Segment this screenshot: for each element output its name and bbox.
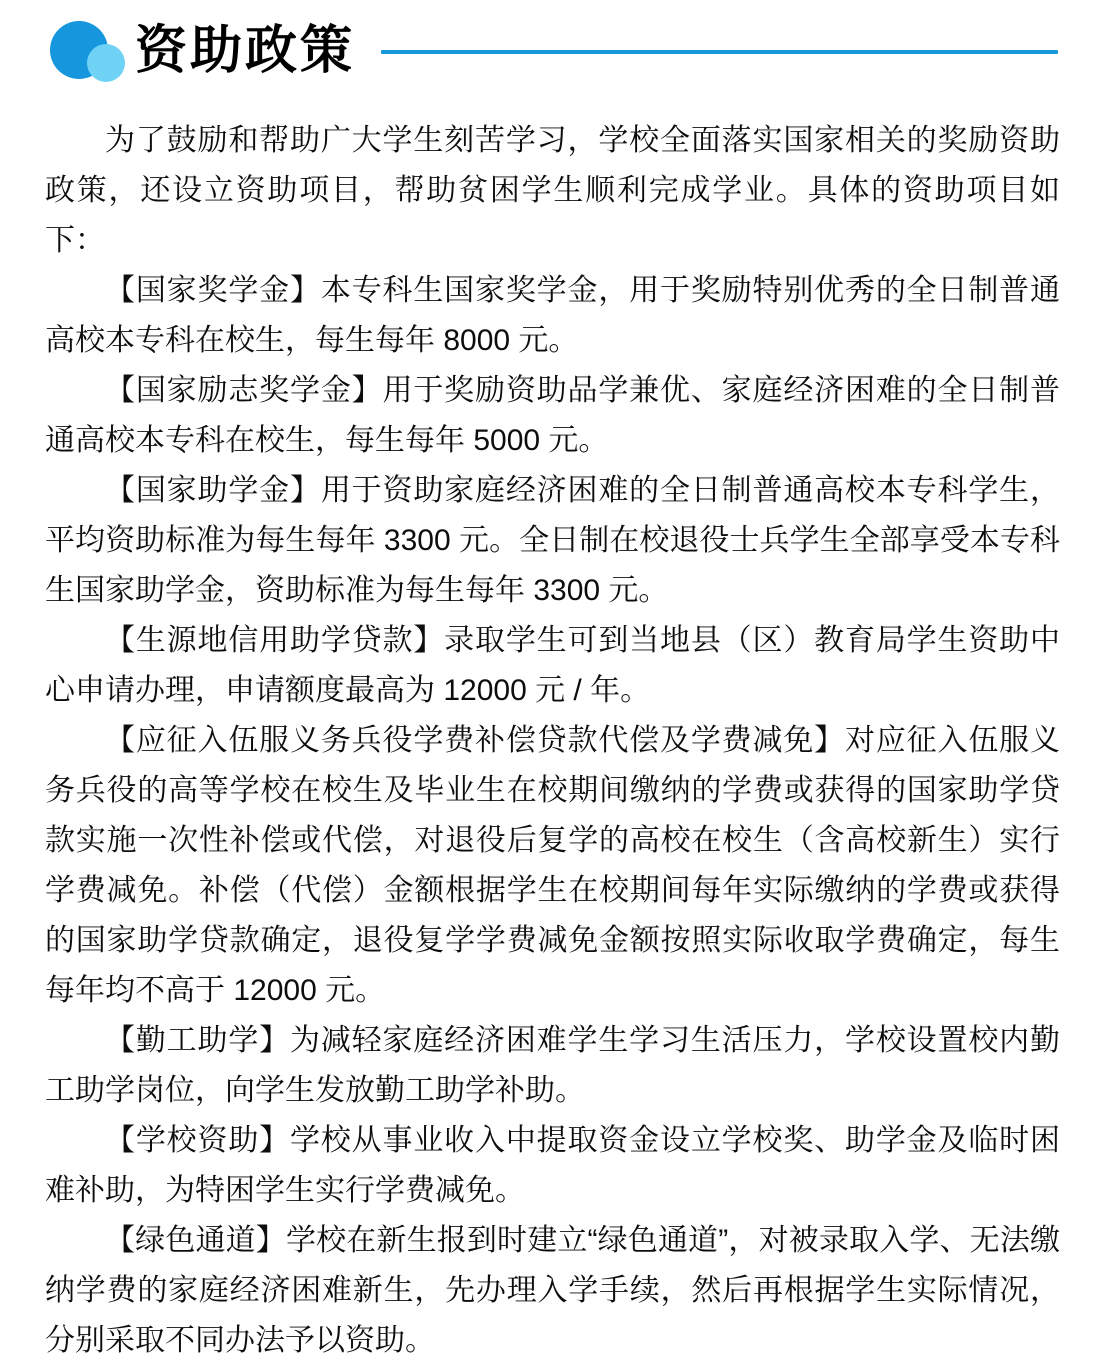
paragraph-intro: 为了鼓励和帮助广大学生刻苦学习，学校全面落实国家相关的奖励资助政策，还设立资助项目，帮助贫困学生顺利完成学业。具体的资助项目如下： xyxy=(45,124,1060,257)
paragraph-inspiration-scholarship: 【国家励志奖学金】用于奖励资助品学兼优、家庭经济困难的全日制普通高校本专科在校生，每生每年 5000 元。 xyxy=(45,374,1060,457)
page-title: 资助政策 xyxy=(135,22,356,81)
small-circle-icon xyxy=(87,44,125,82)
paragraph-work-study: 【勤工助学】为减轻家庭经济困难学生学习生活压力，学校设置校内勤工助学岗位，向学生发放勤工助学补助。 xyxy=(45,1024,1060,1107)
paragraph-origin-credit-loan: 【生源地信用助学贷款】录取学生可到当地县（区）教育局学生资助中心申请办理，申请额度最高为 12000 元 / 年。 xyxy=(45,624,1060,707)
circles-icon xyxy=(50,21,135,83)
section-header xyxy=(0,0,1102,90)
paragraph-national-scholarship: 【国家奖学金】本专科生国家奖学金，用于奖励特别优秀的全日制普通高校本专科在校生，每生每年 8000 元。 xyxy=(45,274,1060,357)
paragraph-military-service-waiver: 【应征入伍服义务兵役学费补偿贷款代偿及学费减免】对应征入伍服义务兵役的高等学校在校生及毕业生在校期间缴纳的学费或获得的国家助学贷款实施一次性补偿或代偿，对退役后复学的高校在校生（含高校新生）实行学费减免。补偿（代偿）金额根据学生在校期间每年实际缴纳的学费或获得的国家助学贷款确定，退役复学学费减免金额按照实际收取学费确定，每生每年均不高于 12000 元。 xyxy=(45,724,1060,1007)
paragraph-green-channel: 【绿色通道】学校在新生报到时建立“绿色通道”，对被录取入学、无法缴纳学费的家庭经济困难新生，先办理入学手续，然后再根据学生实际情况，分别采取不同办法予以资助。 xyxy=(45,1224,1060,1357)
policy-text xyxy=(45,116,1060,1366)
paragraph-school-aid: 【学校资助】学校从事业收入中提取资金设立学校奖、助学金及临时困难补助，为特困学生实行学费减免。 xyxy=(45,1124,1060,1207)
header-divider xyxy=(381,50,1058,54)
paragraph-national-grant: 【国家助学金】用于资助家庭经济困难的全日制普通高校本专科学生，平均资助标准为每生每年 3300 元。全日制在校退役士兵学生全部享受本专科生国家助学金，资助标准为每生每年 3300 元。 xyxy=(45,474,1060,607)
